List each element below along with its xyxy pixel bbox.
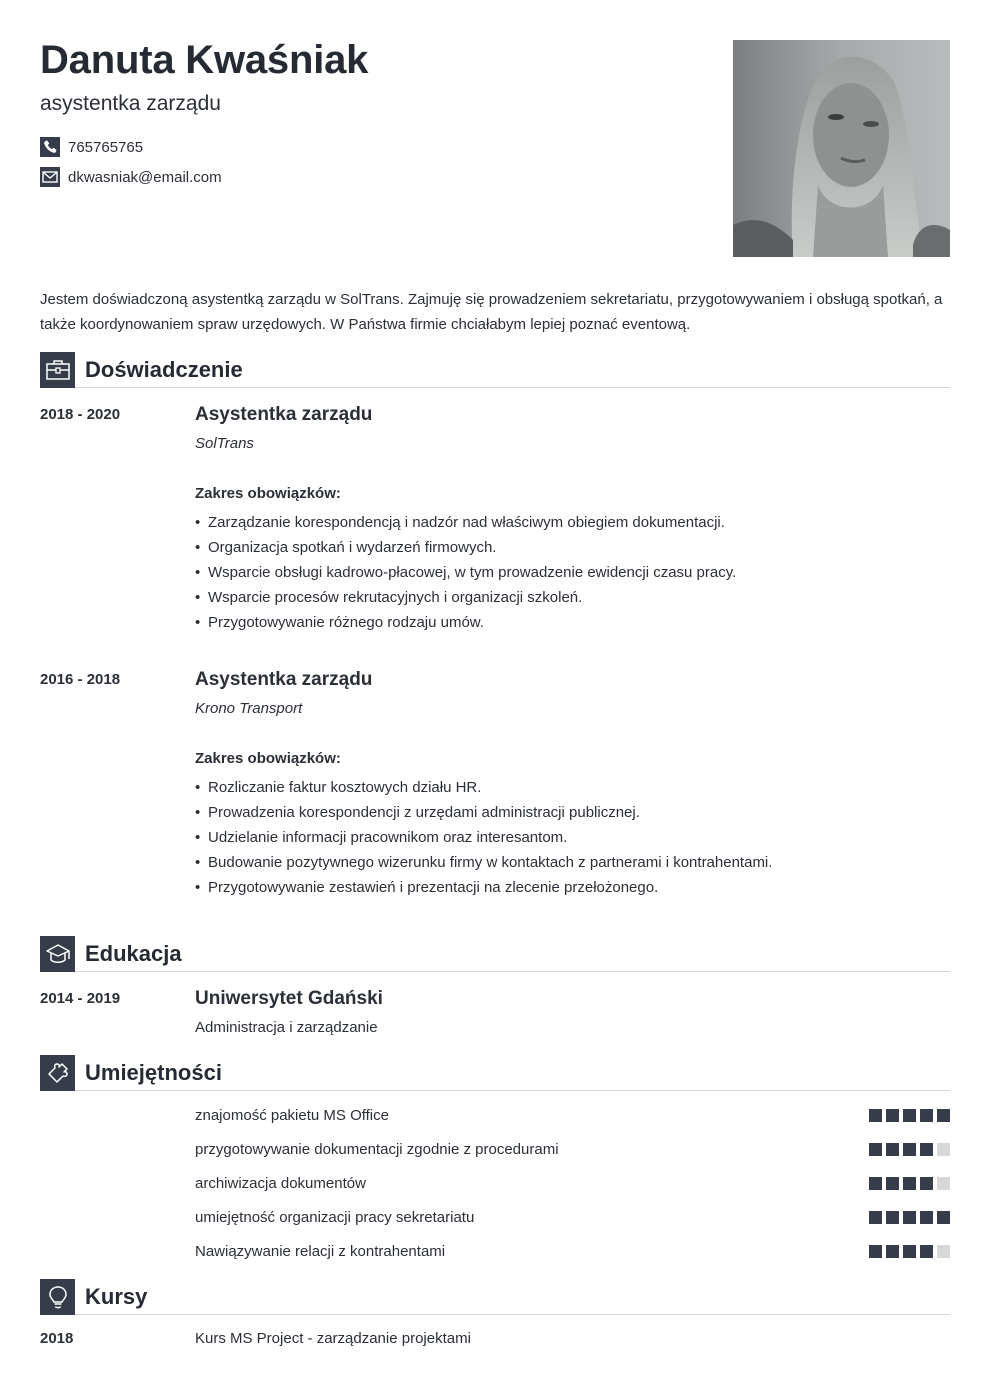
- course-date: 2018: [40, 1330, 74, 1347]
- duty-item: • Prowadzenia korespondencji z urzędami administracji publicznej.: [195, 800, 945, 825]
- duty-item: • Wsparcie procesów rekrutacyjnych i organizacji szkoleń.: [195, 585, 945, 610]
- candidate-role: asystentka zarządu: [40, 92, 221, 115]
- field-of-study: Administracja i zarządzanie: [195, 1019, 378, 1036]
- entry-dates: 2014 - 2019: [40, 990, 121, 1007]
- skill-dot-filled: [903, 1245, 916, 1258]
- skill-name: znajomość pakietu MS Office: [195, 1106, 389, 1124]
- duty-item: • Wsparcie obsługi kadrowo-płacowej, w tym prowadzenie ewidencji czasu pracy.: [195, 560, 945, 585]
- skill-level-4: [869, 1245, 950, 1258]
- skill-dot-filled: [920, 1109, 933, 1122]
- candidate-name: Danuta Kwaśniak: [40, 38, 369, 82]
- skill-dot-filled: [886, 1211, 899, 1224]
- skill-name: Nawiązywanie relacji z kontrahentami: [195, 1242, 446, 1260]
- puzzle-icon: [40, 1055, 75, 1091]
- entry-dates: 2016 - 2018: [40, 671, 121, 688]
- skill-row: [195, 1105, 950, 1125]
- contact-phone: [40, 137, 700, 157]
- phone-number: 765765765: [68, 138, 144, 156]
- graduation-cap-icon: [40, 936, 75, 972]
- job-title: Asystentka zarządu: [195, 669, 373, 690]
- duty-item: • Rozliczanie faktur kosztowych działu HR.: [195, 775, 945, 800]
- skill-level-4: [869, 1143, 950, 1156]
- skill-level-5: [869, 1211, 950, 1224]
- skill-name: umiejętność organizacji pracy sekretariatu: [195, 1208, 475, 1226]
- skill-name: przygotowywanie dokumentacji zgodnie z procedurami: [195, 1140, 559, 1158]
- skill-dot-filled: [920, 1211, 933, 1224]
- skill-dot-filled: [869, 1177, 882, 1190]
- skill-dot-filled: [920, 1177, 933, 1190]
- duty-item: • Organizacja spotkań i wydarzeń firmowych.: [195, 535, 945, 560]
- skill-name: archiwizacja dokumentów: [195, 1174, 366, 1192]
- section-title: Doświadczenie: [85, 357, 243, 382]
- skill-dot-empty: [937, 1245, 950, 1258]
- profile-photo: [733, 40, 950, 257]
- job-title: Asystentka zarządu: [195, 404, 373, 425]
- section-courses-header: [40, 1279, 950, 1315]
- section-experience-header: [40, 352, 950, 388]
- skill-dot-empty: [937, 1143, 950, 1156]
- skill-dot-filled: [869, 1109, 882, 1122]
- skill-dot-filled: [920, 1143, 933, 1156]
- email-address: dkwasniak@email.com: [68, 168, 222, 186]
- duty-item: • Udzielanie informacji pracownikom oraz interesantom.: [195, 825, 945, 850]
- skill-row: [195, 1139, 950, 1159]
- skill-dot-filled: [886, 1143, 899, 1156]
- skill-dot-filled: [869, 1211, 882, 1224]
- skill-dot-filled: [937, 1211, 950, 1224]
- skill-dot-filled: [920, 1245, 933, 1258]
- duty-item: • Przygotowywanie zestawień i prezentacji na zlecenie przełożonego.: [195, 875, 945, 900]
- phone-icon: [40, 137, 60, 157]
- company-name: Krono Transport: [195, 700, 303, 717]
- entry-dates: 2018 - 2020: [40, 406, 121, 423]
- skill-dot-filled: [886, 1177, 899, 1190]
- envelope-icon: [40, 167, 60, 187]
- skill-dot-filled: [869, 1245, 882, 1258]
- skill-dot-filled: [937, 1109, 950, 1122]
- skill-level-4: [869, 1177, 950, 1190]
- skill-row: [195, 1173, 950, 1193]
- duties-label: Zakres obowiązków:: [195, 485, 341, 502]
- section-title: Edukacja: [85, 941, 182, 966]
- section-education-header: [40, 936, 950, 972]
- skill-dot-filled: [869, 1143, 882, 1156]
- duty-item: • Przygotowywanie różnego rodzaju umów.: [195, 610, 945, 635]
- briefcase-icon: [40, 352, 75, 388]
- duties-list: [195, 775, 945, 900]
- contact-list: [40, 137, 700, 187]
- school-name: Uniwersytet Gdański: [195, 988, 383, 1009]
- skill-dot-filled: [903, 1143, 916, 1156]
- duties-label: Zakres obowiązków:: [195, 750, 341, 767]
- section-title: Umiejętności: [85, 1060, 222, 1085]
- skill-row: [195, 1207, 950, 1227]
- resume-header: [40, 38, 700, 187]
- duty-item: • Budowanie pozytywnego wizerunku firmy w kontaktach z partnerami i kontrahentami.: [195, 850, 945, 875]
- skill-dot-filled: [886, 1109, 899, 1122]
- contact-email: [40, 167, 700, 187]
- course-name: Kurs MS Project - zarządzanie projektami: [195, 1330, 471, 1347]
- course-row: [40, 1329, 950, 1349]
- skill-dot-empty: [937, 1177, 950, 1190]
- skill-dot-filled: [903, 1211, 916, 1224]
- skill-dot-filled: [903, 1109, 916, 1122]
- profile-summary: Jestem doświadczoną asystentką zarządu w SolTrans. Zajmuję się prowadzeniem sekretariatu, przygotowywaniem i obsługą spotkań, a także koordynowaniem spraw urzędowych. W Państwa firmie chciałabym lepiej poznać eventową.: [40, 291, 943, 333]
- skill-level-5: [869, 1109, 950, 1122]
- section-title: Kursy: [85, 1284, 148, 1309]
- skill-dot-filled: [886, 1245, 899, 1258]
- section-skills-header: [40, 1055, 950, 1091]
- duties-list: [195, 510, 945, 635]
- skill-dot-filled: [903, 1177, 916, 1190]
- skill-row: [195, 1241, 950, 1261]
- duty-item: • Zarządzanie korespondencją i nadzór nad właściwym obiegiem dokumentacji.: [195, 510, 945, 535]
- company-name: SolTrans: [195, 435, 254, 452]
- lightbulb-icon: [40, 1279, 75, 1315]
